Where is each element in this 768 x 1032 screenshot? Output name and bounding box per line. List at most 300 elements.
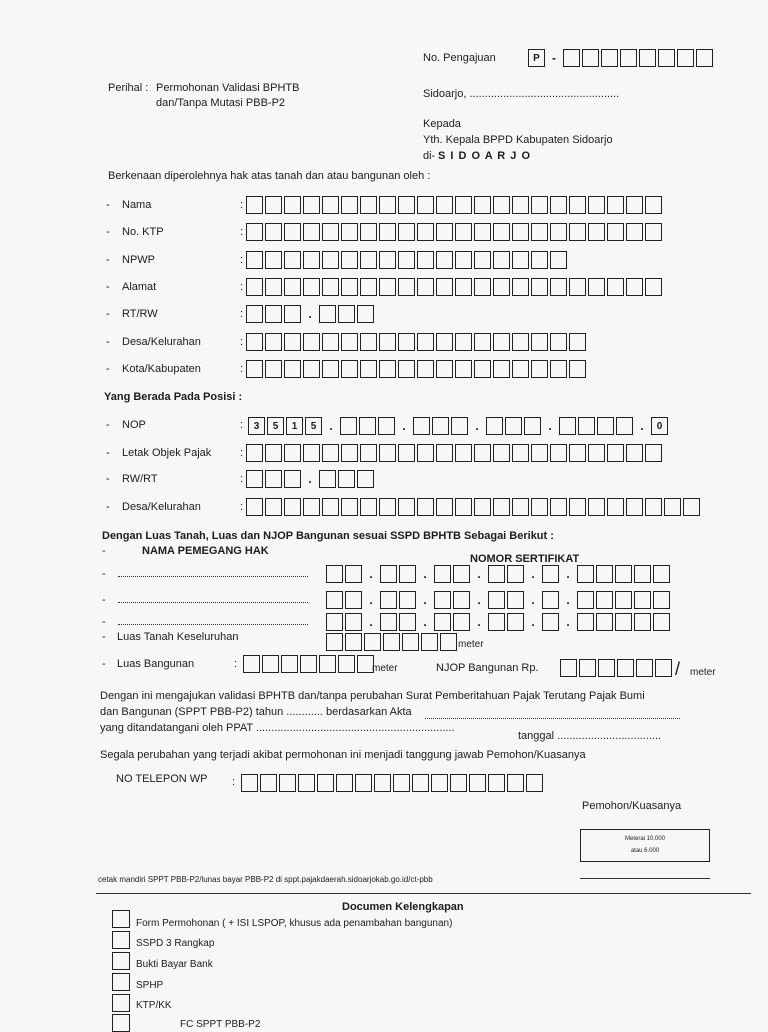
char-box[interactable] [488,565,505,583]
char-box[interactable] [436,196,453,214]
char-box[interactable] [322,360,339,378]
char-box[interactable] [303,278,320,296]
char-box[interactable] [326,565,343,583]
char-box[interactable] [326,591,343,609]
char-box[interactable] [434,565,451,583]
char-box[interactable] [486,417,503,435]
njop-boxes[interactable] [560,658,674,678]
char-box[interactable] [455,278,472,296]
char-box[interactable] [531,278,548,296]
char-box[interactable] [360,498,377,516]
char-box[interactable] [450,774,467,792]
char-box[interactable] [246,470,263,488]
char-box[interactable] [360,360,377,378]
char-box[interactable] [360,251,377,269]
char-box[interactable] [340,417,357,435]
char-box[interactable] [298,774,315,792]
char-box[interactable] [474,278,491,296]
tanggal-line[interactable]: tanggal .................................. [518,730,662,742]
char-box[interactable] [398,444,415,462]
char-box[interactable] [341,251,358,269]
char-box[interactable] [617,659,634,677]
char-box[interactable] [645,278,662,296]
sertifikat-input-boxes[interactable] [326,590,672,610]
akta-line[interactable] [425,708,680,719]
char-box[interactable] [398,498,415,516]
char-box[interactable] [507,591,524,609]
char-box[interactable] [588,444,605,462]
char-box[interactable] [434,613,451,631]
char-box[interactable] [626,498,643,516]
char-box[interactable] [512,498,529,516]
char-box[interactable] [360,278,377,296]
char-box[interactable] [493,360,510,378]
char-box[interactable] [512,278,529,296]
char-box[interactable] [380,591,397,609]
char-box[interactable] [636,659,653,677]
char-box[interactable] [398,333,415,351]
char-box[interactable] [550,333,567,351]
desa-input-boxes[interactable] [246,332,588,352]
char-box[interactable] [322,498,339,516]
char-box[interactable] [560,659,577,677]
char-box[interactable] [634,591,651,609]
char-box[interactable] [357,305,374,323]
char-box[interactable] [569,444,586,462]
char-box[interactable] [402,633,419,651]
char-box[interactable] [653,565,670,583]
char-box[interactable] [569,360,586,378]
char-box[interactable] [281,655,298,673]
char-box[interactable] [265,333,282,351]
char-box[interactable] [436,333,453,351]
char-box[interactable] [645,196,662,214]
char-box[interactable] [326,633,343,651]
char-box[interactable] [317,774,334,792]
sertifikat-input-boxes[interactable] [326,612,672,632]
char-box[interactable] [507,565,524,583]
doc-checkbox[interactable] [112,952,130,970]
char-box[interactable] [488,613,505,631]
char-box[interactable] [488,774,505,792]
char-box[interactable] [322,444,339,462]
char-box[interactable] [265,196,282,214]
doc-checkbox[interactable] [112,910,130,928]
char-box[interactable] [284,278,301,296]
sertifikat-input-boxes[interactable] [326,564,672,584]
char-box[interactable] [417,196,434,214]
char-box[interactable] [360,196,377,214]
char-box[interactable] [319,655,336,673]
char-box[interactable] [279,774,296,792]
char-box[interactable] [550,278,567,296]
char-box[interactable] [345,613,362,631]
char-box[interactable] [265,251,282,269]
char-box[interactable] [588,278,605,296]
char-box[interactable] [578,417,595,435]
char-box[interactable] [526,774,543,792]
char-box[interactable] [582,49,599,67]
char-box[interactable] [512,196,529,214]
char-box[interactable] [355,774,372,792]
char-box[interactable] [246,251,263,269]
doc-checkbox[interactable] [112,994,130,1012]
char-box[interactable] [284,444,301,462]
char-box[interactable] [421,633,438,651]
char-box[interactable] [474,498,491,516]
char-box[interactable] [634,565,651,583]
char-box[interactable] [246,498,263,516]
char-box[interactable] [379,251,396,269]
char-box[interactable] [455,333,472,351]
char-box[interactable] [607,223,624,241]
char-box[interactable] [260,774,277,792]
char-box[interactable] [357,470,374,488]
char-box[interactable] [455,223,472,241]
char-box[interactable] [645,223,662,241]
char-box[interactable] [319,305,336,323]
char-box[interactable] [451,417,468,435]
char-box[interactable] [531,333,548,351]
char-box[interactable] [338,470,355,488]
char-box[interactable] [577,591,594,609]
char-box[interactable] [577,565,594,583]
char-box[interactable] [493,444,510,462]
char-box[interactable] [474,251,491,269]
desa-op-input-boxes[interactable] [246,497,702,517]
char-box[interactable] [241,774,258,792]
char-box[interactable] [284,360,301,378]
char-box[interactable] [243,655,260,673]
char-box[interactable] [417,498,434,516]
nama-pemegang-line[interactable] [118,566,308,577]
char-box[interactable] [455,196,472,214]
char-box[interactable] [596,565,613,583]
char-box[interactable] [398,223,415,241]
char-box[interactable] [474,196,491,214]
char-box[interactable] [246,444,263,462]
luas-tanah-boxes[interactable] [326,632,459,652]
char-box[interactable] [639,49,656,67]
no-pengajuan-boxes[interactable] [528,48,715,68]
char-box[interactable] [531,444,548,462]
char-box[interactable] [550,196,567,214]
char-box[interactable] [246,333,263,351]
char-box[interactable] [436,223,453,241]
char-box[interactable] [284,196,301,214]
char-box[interactable] [378,417,395,435]
char-box[interactable] [512,360,529,378]
char-box[interactable] [436,498,453,516]
char-box[interactable] [345,633,362,651]
char-box[interactable] [569,498,586,516]
char-box[interactable] [398,278,415,296]
char-box[interactable] [588,223,605,241]
ktp-input-boxes[interactable] [246,222,664,242]
char-box[interactable] [493,498,510,516]
char-box[interactable] [559,417,576,435]
char-box[interactable] [579,659,596,677]
char-box[interactable] [265,470,282,488]
char-box[interactable] [607,196,624,214]
char-box[interactable] [303,360,320,378]
char-box[interactable] [577,613,594,631]
char-box[interactable] [469,774,486,792]
char-box[interactable] [474,360,491,378]
char-box[interactable] [455,444,472,462]
char-box[interactable] [284,251,301,269]
char-box[interactable] [550,498,567,516]
char-box[interactable] [379,196,396,214]
char-box[interactable] [493,251,510,269]
char-box[interactable] [341,223,358,241]
char-box[interactable] [531,223,548,241]
char-box[interactable] [597,417,614,435]
char-box[interactable] [380,565,397,583]
char-box[interactable] [398,196,415,214]
char-box[interactable] [398,360,415,378]
char-box[interactable] [524,417,541,435]
char-box[interactable] [512,251,529,269]
char-box[interactable] [653,591,670,609]
char-box[interactable] [634,613,651,631]
char-box[interactable] [364,633,381,651]
char-box[interactable] [303,223,320,241]
char-box[interactable] [341,360,358,378]
char-box[interactable] [569,278,586,296]
char-box[interactable] [284,305,301,323]
char-box[interactable] [620,49,637,67]
char-box[interactable] [399,613,416,631]
char-box[interactable] [696,49,713,67]
char-box[interactable] [322,223,339,241]
char-box[interactable] [626,444,643,462]
char-box[interactable] [596,613,613,631]
char-box[interactable] [493,223,510,241]
char-box[interactable] [374,774,391,792]
char-box[interactable] [436,444,453,462]
rwrt-input-boxes[interactable] [246,469,376,489]
rtrw-input-boxes[interactable] [246,304,376,324]
char-box[interactable] [683,498,700,516]
char-box[interactable] [265,360,282,378]
doc-checkbox[interactable] [112,973,130,991]
char-box[interactable] [417,278,434,296]
nop-input-boxes[interactable] [248,416,670,436]
char-box[interactable] [300,655,317,673]
char-box[interactable] [598,659,615,677]
char-box[interactable] [393,774,410,792]
char-box[interactable] [531,196,548,214]
char-box[interactable] [542,613,559,631]
char-box[interactable] [265,305,282,323]
char-box[interactable] [246,305,263,323]
char-box[interactable] [379,223,396,241]
char-box[interactable] [412,774,429,792]
char-box[interactable] [569,196,586,214]
char-box[interactable] [319,470,336,488]
char-box[interactable] [379,333,396,351]
char-box[interactable] [436,251,453,269]
char-box[interactable] [360,444,377,462]
char-box[interactable] [431,774,448,792]
char-box[interactable] [512,223,529,241]
char-box[interactable] [677,49,694,67]
char-box[interactable] [246,196,263,214]
char-box[interactable] [417,444,434,462]
char-box[interactable] [512,333,529,351]
nama-pemegang-line[interactable] [118,592,308,603]
char-box[interactable] [474,444,491,462]
char-box[interactable] [341,278,358,296]
char-box[interactable] [507,613,524,631]
char-box[interactable] [303,498,320,516]
alamat-input-boxes[interactable] [246,277,664,297]
char-box[interactable] [455,360,472,378]
char-box[interactable] [542,591,559,609]
doc-checkbox[interactable] [112,1014,130,1032]
char-box[interactable] [341,196,358,214]
char-box[interactable] [507,774,524,792]
char-box[interactable] [341,498,358,516]
char-box[interactable] [284,498,301,516]
char-box[interactable] [326,613,343,631]
char-box[interactable] [453,565,470,583]
char-box[interactable] [379,444,396,462]
char-box[interactable] [434,591,451,609]
char-box[interactable] [303,333,320,351]
char-box[interactable] [284,470,301,488]
char-box[interactable] [417,223,434,241]
letak-input-boxes[interactable] [246,443,664,463]
char-box[interactable] [336,774,353,792]
char-box[interactable] [569,333,586,351]
char-box[interactable] [645,498,662,516]
char-box[interactable] [265,223,282,241]
char-box[interactable] [341,333,358,351]
char-box[interactable] [338,655,355,673]
char-box[interactable] [453,591,470,609]
char-box[interactable] [417,360,434,378]
char-box[interactable] [512,444,529,462]
char-box[interactable] [246,223,263,241]
char-box[interactable] [455,251,472,269]
char-box[interactable] [432,417,449,435]
char-box[interactable] [417,333,434,351]
char-box[interactable] [607,278,624,296]
char-box[interactable] [607,498,624,516]
char-box[interactable] [626,196,643,214]
char-box[interactable] [380,613,397,631]
telepon-boxes[interactable] [241,773,545,793]
nama-input-boxes[interactable] [246,195,664,215]
char-box[interactable] [338,305,355,323]
char-box[interactable] [474,333,491,351]
char-box[interactable] [379,278,396,296]
char-box[interactable] [488,591,505,609]
char-box[interactable] [345,591,362,609]
char-box[interactable] [550,360,567,378]
char-box[interactable] [322,196,339,214]
luas-bangunan-boxes[interactable] [243,654,376,674]
char-box[interactable] [615,565,632,583]
char-box[interactable] [436,360,453,378]
char-box[interactable] [658,49,675,67]
npwp-input-boxes[interactable] [246,250,569,270]
char-box[interactable] [615,613,632,631]
char-box[interactable] [360,333,377,351]
char-box[interactable] [379,360,396,378]
char-box[interactable] [550,251,567,269]
char-box[interactable] [474,223,491,241]
char-box[interactable] [455,498,472,516]
doc-checkbox[interactable] [112,931,130,949]
char-box[interactable] [453,613,470,631]
char-box[interactable] [341,444,358,462]
char-box[interactable] [569,223,586,241]
char-box[interactable] [550,223,567,241]
char-box[interactable] [542,565,559,583]
char-box[interactable] [626,278,643,296]
char-box[interactable] [505,417,522,435]
char-box[interactable] [322,333,339,351]
char-box[interactable] [284,223,301,241]
char-box[interactable] [493,278,510,296]
char-box[interactable] [262,655,279,673]
char-box[interactable] [550,444,567,462]
char-box[interactable] [265,444,282,462]
char-box[interactable] [531,251,548,269]
char-box[interactable] [265,278,282,296]
char-box[interactable] [645,444,662,462]
char-box[interactable] [531,360,548,378]
char-box[interactable] [596,591,613,609]
nama-pemegang-line[interactable] [118,614,308,625]
char-box[interactable] [601,49,618,67]
char-box[interactable] [265,498,282,516]
char-box[interactable] [588,498,605,516]
char-box[interactable] [440,633,457,651]
char-box[interactable] [399,591,416,609]
char-box[interactable] [417,251,434,269]
char-box[interactable] [607,444,624,462]
kota-input-boxes[interactable] [246,359,588,379]
char-box[interactable] [303,444,320,462]
char-box[interactable] [531,498,548,516]
char-box[interactable] [360,223,377,241]
char-box[interactable] [616,417,633,435]
char-box[interactable] [493,333,510,351]
char-box[interactable] [615,591,632,609]
char-box[interactable] [322,278,339,296]
char-box[interactable] [626,223,643,241]
char-box[interactable] [322,251,339,269]
char-box[interactable] [399,565,416,583]
char-box[interactable] [398,251,415,269]
char-box[interactable] [655,659,672,677]
char-box[interactable] [653,613,670,631]
char-box[interactable] [284,333,301,351]
char-box[interactable] [383,633,400,651]
char-box[interactable] [246,360,263,378]
char-box[interactable] [588,196,605,214]
char-box[interactable] [436,278,453,296]
char-box[interactable] [246,278,263,296]
char-box[interactable] [379,498,396,516]
char-box[interactable] [303,196,320,214]
char-box[interactable] [413,417,430,435]
char-box[interactable] [563,49,580,67]
